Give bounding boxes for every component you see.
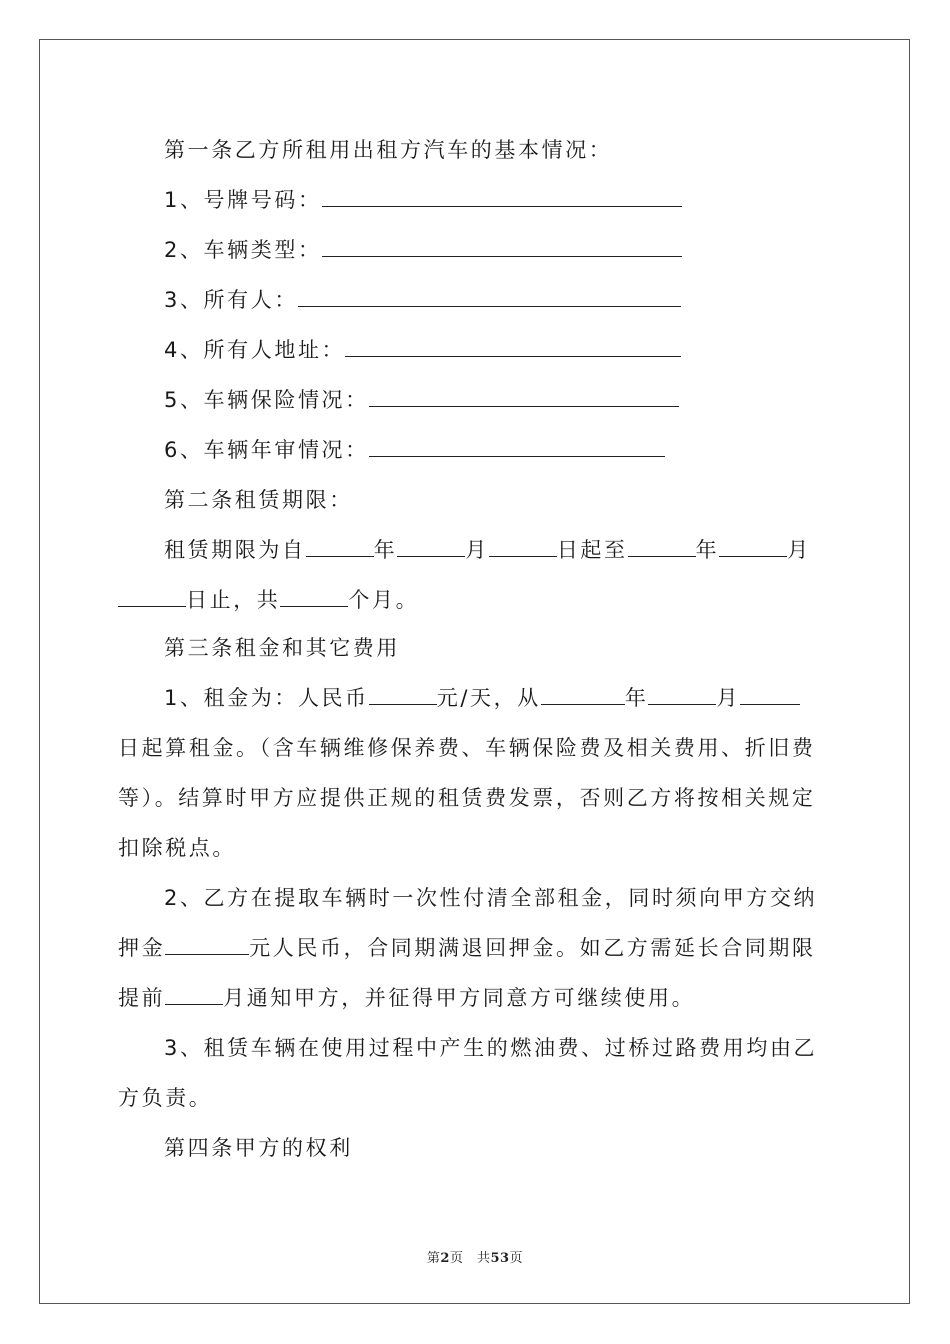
field-label: 5、车辆保险情况： bbox=[164, 388, 369, 412]
text: 提前 bbox=[118, 986, 166, 1010]
fill-blank bbox=[322, 186, 682, 207]
fill-blank bbox=[345, 336, 681, 357]
fill-blank bbox=[397, 536, 465, 557]
text: 年 bbox=[624, 686, 649, 710]
text: 1、租金为：人民币 bbox=[164, 686, 369, 710]
fill-blank bbox=[648, 684, 716, 705]
text: 月 bbox=[716, 686, 741, 710]
text: 个月。 bbox=[348, 588, 420, 612]
text: 元/天，从 bbox=[436, 686, 541, 710]
fill-blank bbox=[165, 984, 223, 1005]
fuel-paragraph-line-1: 3、租赁车辆在使用过程中产生的燃油费、过桥过路费用均由乙 bbox=[164, 1036, 818, 1060]
lease-term-line-2 bbox=[118, 586, 419, 614]
page-footer bbox=[0, 1247, 950, 1266]
field-label: 1、号牌号码： bbox=[164, 188, 322, 212]
text: 租赁期限为自 bbox=[164, 538, 306, 562]
field-annual-inspection bbox=[164, 436, 665, 464]
field-owner bbox=[164, 286, 681, 314]
footer-text: 页 共 bbox=[449, 1251, 491, 1266]
text: 月 bbox=[787, 538, 811, 562]
footer-text: 页 bbox=[509, 1251, 524, 1266]
deposit-paragraph-line-2 bbox=[118, 934, 816, 962]
deposit-paragraph-line-3 bbox=[118, 984, 695, 1012]
deposit-paragraph-line-1: 2、乙方在提取车辆时一次性付清全部租金，同时须向甲方交纳 bbox=[164, 886, 818, 910]
article-4-heading: 第四条甲方的权利 bbox=[164, 1136, 353, 1160]
fill-blank bbox=[369, 386, 679, 407]
field-insurance bbox=[164, 386, 679, 414]
rent-paragraph-line-3: 等）。结算时甲方应提供正规的租赁费发票，否则乙方将按相关规定 bbox=[118, 786, 816, 810]
fill-blank bbox=[719, 536, 787, 557]
total-page-count: 53 bbox=[490, 1251, 510, 1266]
fill-blank bbox=[306, 536, 374, 557]
article-2-heading: 第二条租赁期限： bbox=[164, 488, 353, 512]
fill-blank bbox=[118, 586, 186, 607]
text: 月通知甲方，并征得甲方同意方可继续使用。 bbox=[223, 986, 696, 1010]
rent-paragraph-line-1 bbox=[164, 684, 800, 712]
fill-blank bbox=[489, 536, 557, 557]
fill-blank bbox=[280, 586, 348, 607]
text: 日止，共 bbox=[186, 588, 281, 612]
lease-term-line-1 bbox=[164, 536, 811, 564]
fill-blank bbox=[628, 536, 696, 557]
text: 日起至 bbox=[556, 538, 628, 562]
text: 年 bbox=[373, 538, 398, 562]
field-label: 3、所有人： bbox=[164, 288, 298, 312]
rent-paragraph-line-4: 扣除税点。 bbox=[118, 836, 236, 860]
fill-blank bbox=[322, 236, 682, 257]
field-owner-address bbox=[164, 336, 681, 364]
fuel-paragraph-line-2: 方负责。 bbox=[118, 1086, 213, 1110]
field-label: 2、车辆类型： bbox=[164, 238, 322, 262]
fill-blank bbox=[740, 684, 800, 705]
fill-blank bbox=[369, 436, 665, 457]
text: 押金 bbox=[118, 936, 166, 960]
article-1-heading: 第一条乙方所租用出租方汽车的基本情况： bbox=[164, 138, 613, 162]
field-label: 6、车辆年审情况： bbox=[164, 438, 369, 462]
field-plate-number bbox=[164, 186, 682, 214]
field-label: 4、所有人地址： bbox=[164, 338, 346, 362]
footer-text: 第 bbox=[426, 1251, 441, 1266]
text: 年 bbox=[695, 538, 720, 562]
article-3-heading: 第三条租金和其它费用 bbox=[164, 636, 400, 660]
fill-blank bbox=[369, 684, 437, 705]
text: 月 bbox=[465, 538, 489, 562]
current-page-number: 2 bbox=[440, 1251, 450, 1266]
text: 元人民币，合同期满退回押金。如乙方需延长合同期限 bbox=[249, 936, 816, 960]
fill-blank bbox=[541, 684, 625, 705]
fill-blank bbox=[165, 934, 249, 955]
page-frame bbox=[39, 39, 910, 1304]
fill-blank bbox=[298, 286, 681, 307]
field-vehicle-type bbox=[164, 236, 682, 264]
rent-paragraph-line-2: 日起算租金。（含车辆维修保养费、车辆保险费及相关费用、折旧费 bbox=[118, 736, 816, 760]
